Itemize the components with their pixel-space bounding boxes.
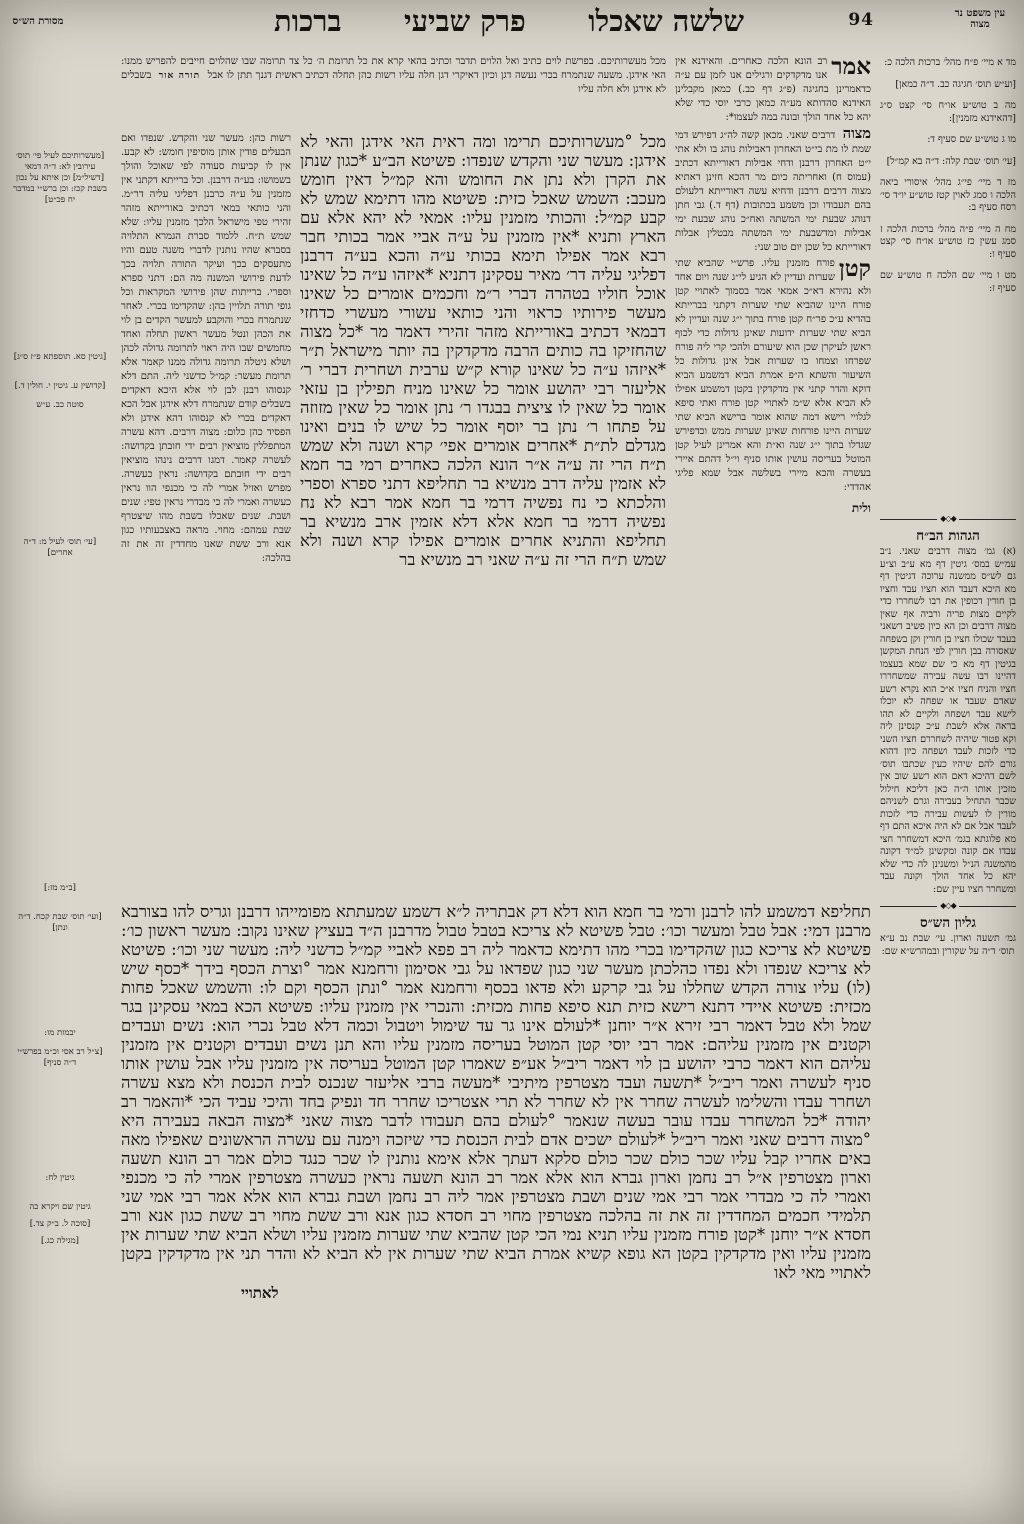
- ein-entry: [עי׳ תוס׳ שבת קלה: ד״ה בא קמ״ל]: [886, 155, 1016, 167]
- tosafot-dibur: קטן: [838, 255, 871, 282]
- gemara-column: מכל °מעשרותיכם תרימו ומה ראית האי אידגן והאי לא אידגן: מעשר שני והקדש שנפדו: פשיטא הב״ע *כגון שנתן את הקרן ולא נתן את החומש והא קמ״ל דאין חומש מעכב: השמש שאכל כזית: פשיטא מהו דתימא שמש לא קבע קמ״ל: והכותי מזמנין עליו: אמאי לא יהא אלא עם הארץ ותניא *אין מזמנין על ע״ה אביי אמר בכותי חבר רבא אמר אפילו תימא בכותי ע״ה והכא בע״ה דרבנן דפליגי עליה דר׳ מאיר עסקינן דתניא *איזהו ע״ה כל שאינו אוכל חוליו בטהרה דברי ר״מ וחכמים אומרים כל שאינו מעשר פירותיו כראוי והני כותאי עשורי מעשרי כדחזי דבמאי דכתיב באורייתא מזהר זהירי דאמר מר *כל מצוה שהחזיקו בה כותים הרבה מדקדקין בה יותר מישראל ת״ר *איזהו ע״ה כל שאינו קורא ק״ש ערבית ושחרית דברי ר׳ אליעזר רבי יהושע אומר כל שאינו מניח תפילין בן עזאי אומר כל שאין לו ציצית בבגדו ר׳ נתן אומר כל שאין מזוזה על פתחו ר׳ נתן בר יוסף אומר כל שיש לו בנים ואינו מגדלם לת״ת *אחרים אומרים אפי׳ קרא ושנה ולא שמש ת״ח הרי זה ע״ה א״ר הונא הלכה כאחרים רמי בר חמא לא אזמין עליה דרב מנשיא בר תחליפא דתני ספרא וספרי והלכתא כי נח נפשיה דרמי בר חמא אמר רבא לא נח נפשיה דרמי בר חמא אלא דלא אזמין ארב מנשיא בר תחליפא והתניא אחרים אומרים אפילו קרא ושנה ולא שמש ת״ח הרי זה ע״ה שאני רב מנשיא בר: [300, 132, 666, 569]
- ein-mishpat-corner-label: עין משפט נר מצוה: [954, 8, 1006, 30]
- rashi-top-block: [121, 55, 666, 129]
- masoret-corner-label: מסורת הש״ס: [12, 16, 64, 27]
- masoret-note: סוטה כב. ע״ש: [36, 400, 84, 410]
- tosafot-dibur: אמר: [831, 55, 871, 80]
- masoret-note: [מגילה כג.]: [41, 1236, 79, 1246]
- tosafot-block: [675, 127, 871, 255]
- center-stack: [121, 55, 666, 897]
- masoret-note: [עי׳ תוס׳ לעיל מ: ד״ה אחרים]: [23, 537, 97, 558]
- ornament-divider: [880, 900, 1016, 913]
- masoret-note: [ב״מ מז:]: [44, 883, 76, 893]
- upper-section: [121, 55, 871, 897]
- perek-label: פרק שביעי: [404, 4, 526, 38]
- ein-entry: מד א מיי׳ פ״ח מהל׳ ברכות הלכה כ:: [884, 57, 1016, 68]
- tosafot-dibur: מצוה: [842, 125, 871, 142]
- tosafot-text: רב הונא הלכה כאחרים. והאידנא אין אנו מדקדקים ורגילים אנו לזמן עם ע״ה כדאמרינן בחגיגה (פ״ג דף כב.) כמאן מקבלינן האידנא סהדותא מע״ה כמאן כרבי יוסי כדי שלא יהא כל אחד הולך ובונה במה לעצמו*:: [675, 56, 871, 123]
- rashi-top-text: מכל מעשרותיכם. בפרשת לוים כתיב ואל הלוים תדבר וכתיב בהאי קרא את כל תרומת ה׳ כל צד תרומה שבו שהלוים חייבים להפריש ממנו: האי אידגן. משעה שנתמרח בכרי נעשה דגן וכיון דאיקרי דגן חלה עליו רשות כהן תחלה דכתיב ראשית דגנך תתן לו אבל: [121, 56, 666, 81]
- ornament-divider: [880, 513, 1016, 526]
- ornament-glyph: ◆◇◆: [940, 514, 956, 523]
- masoret-note: [קדושין ע. גיטין י. חולין ד.]: [14, 381, 106, 391]
- chapter-name: שלשה שאכלו: [588, 4, 744, 38]
- masoret-note: [גיטין סא. תוספתא פ״ז ס״ג]: [13, 352, 107, 362]
- ein-mishpat-entries: [880, 55, 1016, 509]
- page-content: [8, 55, 1016, 1516]
- mid-section: [121, 132, 666, 897]
- gilyon-hashas-title: גליון הש״ס: [919, 914, 977, 931]
- rashi-column: רשות כהן: מעשר שני והקדש. שנפדו ואם הבעלים פודין אותן מוסיפין חומש: לא קבע. אין לו קביעות סעודה לפי שאוכל והולך בשמושו: בע״ה דרבנן. וכל ברייתא דקתני אין מזמנין על ע״ה כרבנן דפליגי עליה דר״מ. והני כותאי במאי דכתיב באורייתא מזהר זהירי טפי מישראל הלכך מזמנין עליו: שלא שמש ת״ח. ללמוד סברת הגמרא התלויה בסברא שהיו נותנין לדברי משנה טעם והיו מתעסקים בכך ועיקר התורה תלויה בכך לדעת פירושי המשנה מה הם: דתני ספרא וספרי. ברייתות שהן פירושי המקראות וכל גופי תורה תלויין בהן: שהקדימו בכרי. לאחר שנתמרח בכרי והוקבע למעשר הקדים בן לוי את הכהן ונטל מעשר ראשון תחלה ואחד מחמשים שבו היה ראוי לתרומה גדולה לכהן ושלא ניטלה תרומה גדולה ממנו קאמר אלא תרומת מעשר: קמ״ל כדשני ליה. התם דלא קנסוהו רבנן לבן לוי אלא היכא דאקדים בשבלים קודם שנתמרח דלא אידגן אבל הכא דאקדים בכרי לא קנסוהו דהא אידגן ולא הפסיד כהן כלום: מצוה דרבים. דהא עשרה המתפללין מוציאין רבים ידי חובתן בקדושה: לעשרה קאמר. דמגו דרבים נינהו מוציאין רבים ידי חובתם בקדושה: נראין כעשרה. מפרש ואזיל אמרי לה כי מכנפי הוו נראין כעשרה ואמרי לה כי מבדרי נראין טפי: שנים ושבת. שנים שאכלו בשבת מהו שיצטרף שבת עמהם: מחוי. מראה באצבעותיו כגון אנא ורב ששת שאנו מחדדין זה את זה בהלכה:: [121, 133, 291, 564]
- masoret-note: [צ״ל רב אסי וכ״מ בפרש״י ד״ה סניף]: [17, 1047, 103, 1068]
- ein-entry: מז ד מיי׳ פי״ג מהל׳ איסורי ביאה הלכה ו סמג לאוין קטז טוש״ע יו״ד סי׳ רסח סעיף ב:: [880, 177, 1016, 213]
- hagahot-bach-title: הגהות הב״ח: [916, 527, 980, 544]
- rashi-top-tail: בשבלים לא אידגן ולא חלה עליו: [121, 70, 666, 95]
- masoret-note: [סוכה ל. ב״ק צד.]: [29, 1219, 91, 1229]
- tosafot-text: דרבים שאני. מכאן קשה לה״ג דפירש דמי שמת לו מת בי״ט האחרון דאבילות נוהג בו ולא אתי י״ט האחרון דרבנן ודחי אבילות דאורייתא דכתיב (עמוס ח) ואחריתה כיום מר דהכא חזינן דאתיא מצוה דרבים דרבנן ודחיא עשה דאורייתא דלעולם בהם תעבודו וכן משמע בכתובות (דף ד.) גבי חתן דנוהג שבעת ימי המשתה ואח״כ נוהג שבעת ימי אבילות ומדשבעת ימי המשתה מבטלין אבלות דאורייתא כל שכן יום טוב שני:: [675, 130, 871, 253]
- tosafot-block: [675, 55, 871, 125]
- page-number: 94: [848, 10, 874, 30]
- tosafot-last-dibur: ולית: [851, 501, 871, 515]
- ein-entry: מה ב טוש״ע או״ח סי׳ קצט ס״ג [דהאידנא מזמנין]:: [880, 100, 1016, 124]
- masoret-note: גיטין לח:: [45, 1173, 75, 1183]
- catchword: לאתויי: [241, 1284, 279, 1302]
- masechet-name: ברכות: [274, 4, 342, 38]
- masoret-note: [ועי׳ תוס׳ שבת קכח. ד״ה ונתן]: [18, 912, 102, 933]
- ein-entry: מט ו מיי׳ שם הלכה ח טוש״ע שם סעיף ז:: [880, 270, 1016, 294]
- ein-entry: מו ג טוש״ע שם סעיף ד:: [927, 134, 1016, 145]
- tosafot-block: [675, 257, 871, 495]
- masoret-note: גיטין שם ויקרא כה: [29, 1202, 91, 1212]
- ein-mishpat-column: [880, 55, 1016, 1516]
- hagahot-bach-text: (א) גמ׳ מצוה דרבים שאני. נ״ב עמ״ש במס׳ גיטין דף מא ע״ב וצ״ע גם לש״ס ממשנה ערוכה דגיטין דף מא היכא דעבד הוא חציו עבד וחציו בן חורין דכופין את רבו לשחררו כדי לקיים מצות פריה ורביה אף שאין מצוה דרבים וכן הא כיון פשיב דשאני בעבד שכולו חציו בן חורין וקן בשפחה שאסורה בבן חורין לפי הנחת המקשן בגיטין דף מא כי שם שמא בעצמו דהיינו רבו עשה עבירה שמשחררו חציו והניח חציו א״כ הוא נקרא רשע שאדם שעבד או שפחה לא יוכלו לישא עבד ושפחה ולקיים לא תהו בראה אלא לשבת ע״כ קנסינן ליה וקא פטור שיהיה לשחררם חציו השני כדי לזכות לעבד ושפחה כיון דהוא גורם להם שיהיו כעין שכתבו תוס׳ לשם דהיכא דאם הוא רשע שוב אין מזכין אותו ה״ה כאן דליכא חילול שכבר התחיל בעבירה וגרם לשניהם מורין לו לעשות עבירה כדי לזכות לעבד אבל אם לא היה איכא התם דף מא פלוגתא בגמ׳ היכא דמשחרר חצי עבדו אם קונה ומקשינן למ״ד דקונה מהמשנה הנ״ל ומשנינן לה כדי שלא יהא כל אחד הולך וקונה עבד ומשחרר חציו עיין שם:: [880, 546, 1016, 895]
- tosafot-text: פורח מזמנין עליו. פרש״י שהביא שתי שערות ועדיין לא הגיע לי״ג שנה ויום אחד ולא נהירא דא״כ אמאי אמר בסמוך לאתויי קטן פורח היינו שהביא שתי שערות דקתני בברייתא בהדיא ע״כ פר״ח קטן פורח בתוך י״ג שנה ועדיין לא הביא שתי שערות ידועות שאינן גדולות כדי לכוף ראשן לעיקרן שכן הוא שיעורם ולהכי קרי ליה פורח שפרחו וצמחו בו שערות אבל אינן גדולות כל השיעור והשתא ה״פ אמרת הביא דמשמע הביא דוקא והדר קתני אין מדקדקין בקטן דמשמע אפילו לא הביא אלא ש״מ לאתויי קטן פורח ואתי סיפא לגלויי רישא דמה שהוא אומר ברישא הביא שתי שערות היינו פורחות שאינן שערות ממש וכדפירש שגדלו בתוך י״ג שנה וא״ת והא אמרינן לעיל קטן המוטל בעריסה עושין אותו סניף וי״ל דהתם איירי בעשרה והכא מיירי בשלשה אבל שמא פליגי אהדדי:: [675, 258, 871, 493]
- main-text-area: [121, 55, 871, 1516]
- page-header: [0, 0, 1024, 54]
- masoret-note: יבמות מו:: [44, 1028, 76, 1038]
- tosafot-column: [675, 55, 871, 897]
- torah-or-marker: תורה אור: [158, 71, 201, 81]
- masoret-note: [מעשרותיכם לעיל פי׳ תוס׳ עירובין לא: ד״ה דמאי [דשיל״מ] וכן איתא על נכון בשבת קכז: וכן ברש״י במדבר יח פכ״ט]: [13, 151, 107, 205]
- gemara-full-width: תחליפא דמשמע להו לרבנן ורמי בר חמא הוא דלא דק אבתריה ל״א דשמע שמעתתא מפומייהו דרבנן וגריס להו בצורבא מרבנן דמי: אבל טבל ומעשר וכו׳: טבל פשיטא לא צריכא בטבל טבול מדרבנן ה״ד בעציץ שאינו נקוב: מעשר ראשון כו׳: פשיטא לא צריכא כגון שהקדימו בכרי מהו דתימא כדאמר ליה רב פפא לאביי קמ״ל כדשני ליה: מעשר שני וכו׳: פשיטא לא צריכא שנפדו ולא נפדו כהלכתן מעשר שני כגון שפדאו על גבי אסימון ורחמנא אמר °וצרת הכסף בידך *כסף שיש (לו) עליו צורה הקדש שחללו על גבי קרקע ולא פדאו בכסף ורחמנא אמר °ונתן הכסף וקם לו: והשמש שאכל פחות מכזית: פשיטא איידי דתנא רישא כזית תנא סיפא פחות מכזית: והנכרי אין מזמנין עליו: פשיטא הכא במאי עסקינן בגר שמל ולא טבל דאמר רבי זירא א״ר יוחנן *לעולם אינו גר עד שימול ויטבול וכמה דלא טבל נכרי הוא: נשים ועבדים וקטנים אין מזמנין עליהם: אמר רבי יוסי קטן המוטל בעריסה מזמנין עליו והא תנן נשים ועבדים וקטנים אין מזמנין עליהם הוא דאמר כרבי יהושע בן לוי דאמר ריב״ל אע״פ שאמרו קטן המוטל בעריסה אין מזמנין עליו אבל עושין אותו סניף לעשרה ואמר ריב״ל *תשעה ועבד מצטרפין מיתיבי *מעשה ברבי אליעזר שנכנס לבית הכנסת ולא מצא עשרה ושחרר עבדו והשלימו לעשרה שחרר אין לא שחרר לא תרי אצטריכו שחרר חד ונפיק בחד והיכי עביד הכי *והאמר רב יהודה *כל המשחרר עבדו עובר בעשה שנאמר °לעולם בהם תעבודו לדבר מצוה שאני *מצוה הבאה בעבירה היא °מצוה דרבים שאני ואמר ריב״ל *לעולם ישכים אדם לבית הכנסת כדי שיזכה וימנה עם עשרה הראשונים שאפילו מאה באים אחריו קבל עליו שכר כולם שכר כולם סלקא דעתך אלא אימא נותנין לו שכר כנגד כולם אמר רב הונא תשעה וארון מצטרפין א״ל רב נחמן וארון גברא הוא אלא אמר רב הונא תשעה נראין כעשרה מצטרפין אמרי לה כי מכנפי ואמרי לה כי מבדרי אמר רבי אמי שנים ושבת מצטרפין אמר ליה רב נחמן ושבת גברא הוא אלא אמר רבי אמי שני תלמידי חכמים המחדדין זה את זה בהלכה מצטרפין מחוי רב חסדא כגון אנא ורב ששת מחוי רב ששת כגון אנא ורב חסדא א״ר יוחנן *קטן פורח מזמנין עליו תניא נמי הכי קטן שהביא שתי שערות מזמנין עליו ושלא הביא שתי שערות אין מזמנין עליו ואין מדקדקין בקטן הא גופא קשיא אמרת הביא שתי שערות אין לא הביא לא והדר תני אין מדקדקין בקטן לאתויי מאי לאו: [121, 902, 871, 1282]
- gilyon-hashas-text: גמ׳ תשעה וארון. עי׳ שבת נב ע״א תוס׳ ד״ה על שקורין ובמהרש״א שם:: [880, 933, 1016, 957]
- masoret-hashas-column: [8, 55, 112, 1516]
- ornament-glyph: ◆◇◆: [940, 901, 956, 910]
- page-title: [274, 4, 744, 39]
- ein-entry: [וע״ש תוס׳ חגיגה כב. ד״ה כמאן]: [895, 78, 1016, 90]
- ein-entry: מח ה מיי׳ פ״ה מהל׳ ברכות הלכה ז סמג עשין כז טוש״ע או״ח סי׳ קצט סעיף ו:: [880, 223, 1016, 260]
